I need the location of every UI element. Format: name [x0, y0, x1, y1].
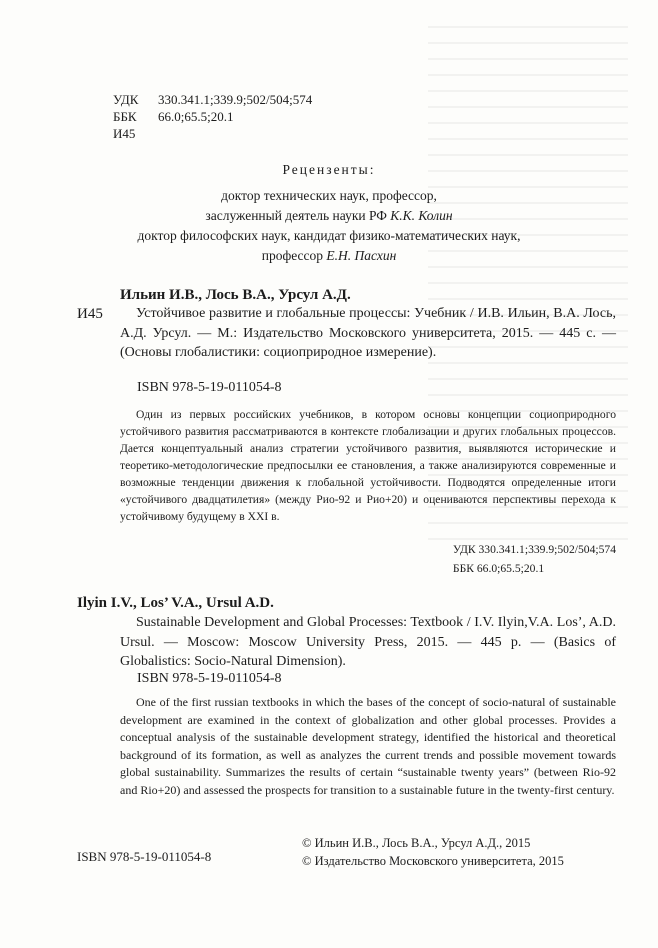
reviewer-line-1: доктор технических наук, профессор, [221, 188, 437, 203]
ru-authors: Ильин И.В., Лось В.А., Урсул А.Д. [120, 287, 351, 303]
reviewer-title-text: заслуженный деятель науки РФ [205, 208, 387, 223]
en-isbn: ISBN 978-5-19-011054-8 [137, 671, 282, 686]
ru-author-mark: И45 [77, 306, 103, 322]
copyrights [302, 834, 564, 870]
copyright-publisher: © Издательство Московского университета, 2015 [302, 854, 564, 868]
reviewer-name-2: Е.Н. Пасхин [326, 248, 397, 263]
classification-codes [113, 91, 312, 142]
en-authors: Ilyin I.V., Los’ V.A., Ursul A.D. [77, 595, 274, 611]
bbk-label: ББК [113, 109, 137, 124]
ru-description-text: Устойчивое развитие и глобальные процессы: Учебник / И.В. Ильин, В.А. Лось, А.Д. Урсул. — М.: Издательство Московского университета, 2015. — 445 с. — (Основы глобалистики: социоприродное измерение). [120, 306, 616, 360]
footer-isbn: ISBN 978-5-19-011054-8 [77, 849, 212, 864]
reviewer-line-4 [0, 246, 658, 266]
bbk-value: 66.0;65.5;20.1 [158, 109, 234, 124]
en-bibliographic-description [120, 613, 616, 672]
ru-isbn: ISBN 978-5-19-011054-8 [137, 380, 282, 395]
en-abstract: One of the first russian textbooks in which the bases of the concept of socio-natural of sustainable development are examined in the context of globalization and other global processes. Provides a conceptual analysis of the sustainable development strategy, identified the historical and theoretical background of its formation, as well as analyzes the current trends and possible movement towards global sustainability. Summarizes the results of certain “sustainable twenty years” (between Rio-92 and Rio+20) and assessed the prospects for transition to a sustainable future in the twenty-first century. [120, 695, 616, 797]
udk-value: 330.341.1;339.9;502/504;574 [158, 92, 313, 107]
ru-codes [453, 540, 616, 578]
udk-label: УДК [113, 92, 139, 107]
reviewer-name-1: К.К. Колин [390, 208, 453, 223]
ru-bbk: ББК 66.0;65.5;20.1 [452, 562, 545, 575]
ru-udk: УДК 330.341.1;339.9;502/504;574 [452, 543, 616, 556]
en-description-text: Sustainable Development and Global Processes: Textbook / I.V. Ilyin,V.A. Los’, A.D. Ursul. — Moscow: Moscow University Press, 2015. — 445 p. — (Basics of Globalistics: Socio-Natural Dimension). [120, 615, 616, 669]
author-mark: И45 [113, 126, 136, 141]
reviewer-line-3: доктор философских наук, кандидат физико-математических наук, [137, 228, 521, 243]
reviewer-title-text-2: профессор [261, 248, 324, 263]
ru-abstract: Один из первых российских учебников, в котором основы концепции социоприродного устойчивого развития рассматриваются в контексте глобализации и других глобальных процессов. Дается концептуальный анализ стратегии устойчивого развития, выявляются исторические и теоретико-методологические предпосылки ее становления, а также анализируются современные и возможные тенденции движения к глобальной устойчивости. Подводятся определенные итоги «устойчивого двадцатилетия» (между Рио-92 и Рио+20) и оцениваются перспективы перехода к устойчивому будущему в XXI в. [120, 408, 616, 523]
reviewer-line-2 [0, 206, 658, 226]
reviewers-block [0, 160, 658, 266]
reviewers-title: Рецензенты: [282, 162, 376, 177]
copyright-authors: © Ильин И.В., Лось В.А., Урсул А.Д., 2015 [302, 836, 531, 850]
ru-bibliographic-description [120, 304, 616, 363]
